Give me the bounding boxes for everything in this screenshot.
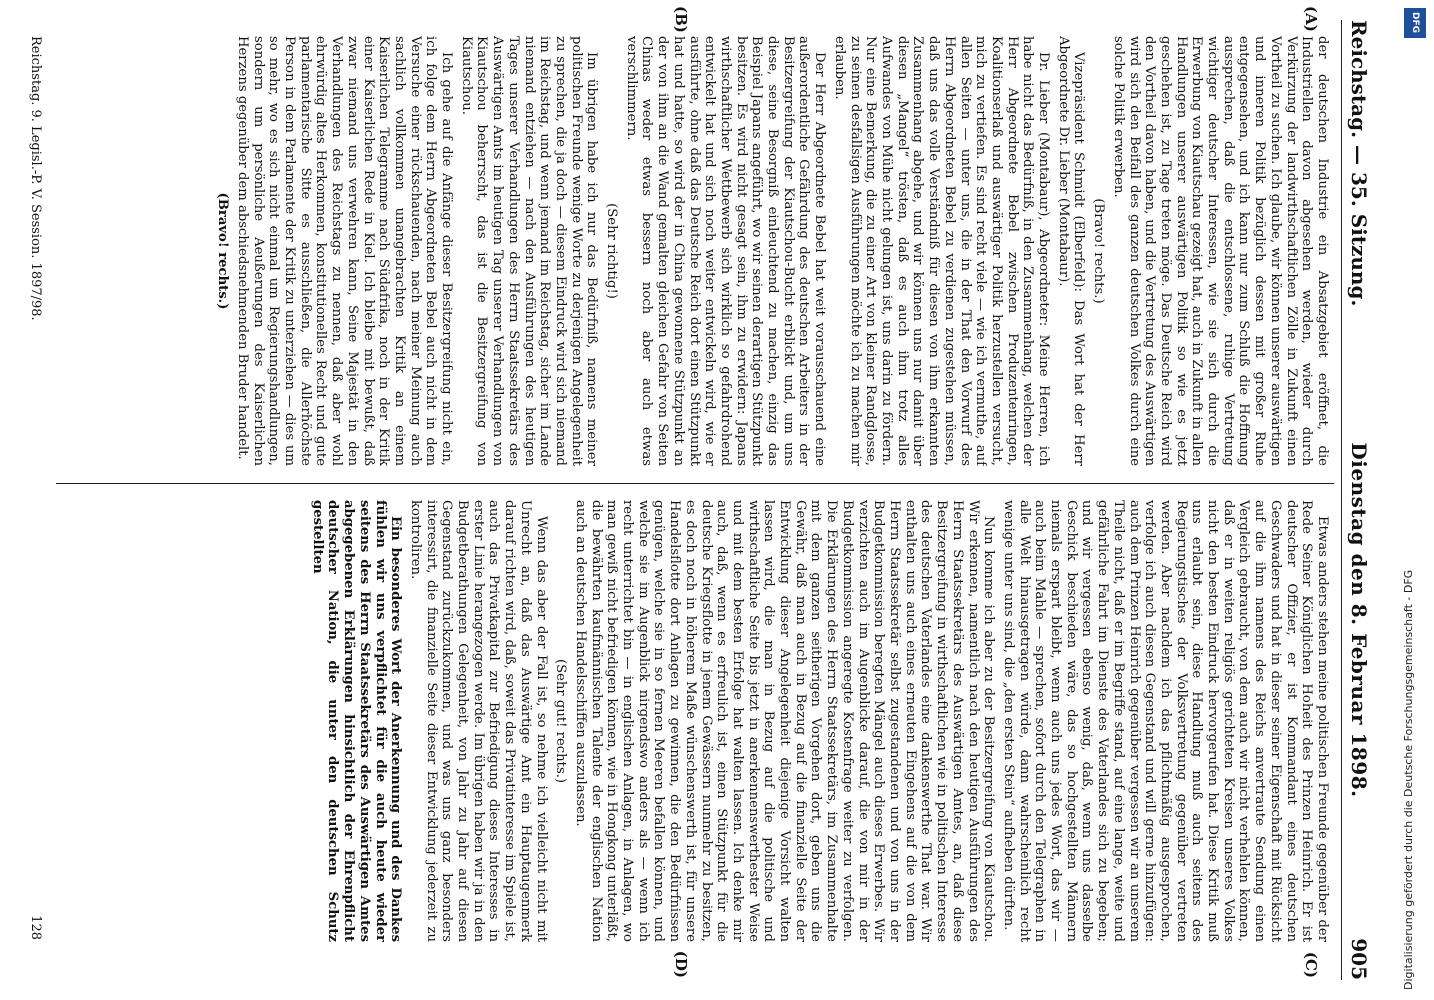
left-paragraph: Vizepräsident Schmidt (Elberfeld): Das Wort hat der Herr Abgeordnete Dr. Lieber (Montabaur). bbox=[1055, 36, 1087, 466]
right-paragraph: Nun komme ich aber zu der Besitzergreifung von Kiautschou. Wir erkennen, namentlich nach den heutigen Ausführungen des Herrn Staatssekretärs des Auswärtigen Amtes, an, daß diese Besitzergreifung in wirthschaftlichen wie in politischen Interesse des deutschen Vaterlandes eine dankenswerthe That war. Wir enthalten uns auch eines erneuten Eingehens auf die von dem Herrn Staatssekretär selbst zugestandenen und von uns in der Budgetkommission beregten Mängel auch dieses Erwerbes. Wir verzichten auch im Augenblicke darauf, die von mir in der Budgetkommission angeregte Kostenfrage weiter zu verfolgen. Die Erklärungen des Herrn Staatssekretärs, im Zusammenhalte mit dem ganzen seitherigen Vorgehen dort, geben uns die Gewähr, daß man auch in Bezug auf die finanzielle Seite der Entwicklung dieser Angelegenheit diejenige Vorsicht walten lassen wird, die man in Bezug auf die politische und wirthschaftliche Seite bis jetzt in anerkennenswerthester Weise und mit dem besten Erfolge hat walten lassen. Ich denke mir auch, daß, wenn es erfreulich ist, einen Stützpunkt für die deutsche Kriegsflotte in jenem Gewässern nunmehr zu besitzen, es doch noch in höherem Maße wünschenswerth ist, für unsere Handelsflotte dort Anlagen zu gewinnen, die den Bedürfnissen genügen, welche sie in so fernen Meeren befallen können, und welche sie im Augenblick nirgendswo anders als — wenn ich recht unterrichtet bin — in englischen Anlagen, in Anlagen, wo man gewiß nicht befriedigen können, wie in Hongkong unterläßt, die bewährten kaufmännischen Talente der englischen Nation auch an deutschen Handelsschiffen auszulassen. bbox=[572, 500, 997, 942]
left-interjection: (Bravo! rechts.) bbox=[215, 192, 231, 310]
right-interjection: (Sehr gut! rechts.) bbox=[553, 658, 569, 784]
dfg-logo: DFG bbox=[1404, 8, 1426, 38]
footer-session: Reichstag. 9. Legisl.-P. V. Session. 1897/98. bbox=[28, 36, 43, 321]
left-interjection: (Sehr richtig!) bbox=[604, 203, 620, 299]
header-date: Dienstag den 8. Februar 1898. bbox=[1347, 442, 1371, 798]
marker-b: (B) bbox=[672, 6, 690, 33]
right-paragraph: Etwas anders stehen meine politischen Freunde gegenüber der Rede Seiner Königlichen Hoheit des Prinzen Heinrich. Er ist deutscher Offizier, er ist Kommandant eines deutschen Geschwaders und hat in dieser seiner Eigenschaft mit Rücksicht auf die ihm namens des Reichs anvertraute Sendung einen Vergleich gebraucht, von dem auch wir nicht verhehlen können, daß er in weiten religiös gerichteten Kreisen unseres Volkes nicht den besten Eindruck hervorgerufen hat. Diese Kritik muß uns erlaubt sein, diese Handlung muß auch seitens des Regierungstisches der Volksvertretung gegenüber vertreten werden. Aber nachdem ich das pflichtmäßig ausgesprochen, verfolge ich auch diesen Gegenstand und will gerne hinzufügen: auch dem Prinzen Heinrich gegenüber vergessen wir an unserem Theile nicht, daß er im Begriffe stand, auf eine lange, weite und gefährliche Fahrt im Dienste des Vaterlandes sich zu begeben; und wir vergessen ebenso wenig, daß, wenn uns dasselbe Geschick beschieden wäre, das so hochgestellten Männern niemals erspart bleibt, wenn auch uns jedes Wort, das wir — auch beim Mahle — sprechen, sofort durch den Telegraphen in alle Welt hinausgetragen würde, dann wahrscheinlich recht wenige unter uns sind, die „den ersten Stein“ aufheben dürften. bbox=[1000, 500, 1330, 942]
left-paragraph: Ich gehe auf die Anfänge dieser Besitzergreifung nicht ein, ich folge dem Herrn Abgeordneten Bebel auch nicht in dem Versuche einer rückschauenden, nach meiner Meinung auch sachlich vollkommen unangebrachten Kritik an einem Kaiserlichen Telegramme nach Südafrika, noch in der Kritik einer Kaiserlichen Rede in Kiel. Ich bleibe mit bewußt, daß zwar niemand uns verwehren kann, Seine Majestät in den Verhandlungen des Reichstags zu nennen, daß aber wohl ehrwürdig altes Herkommen, konstitutionelles Recht und gute parlamentarische Sitte es ausschließen, die Allerhöchste Person in dem Parlamente der Kritik zu unterziehen — dies um so mehr, wo es sich nicht einmal um Regierungshandlungen, sondern um persönliche Aeußerungen des Kaiserlichen Herzens gegenüber dem abschiedsnehmenden Bruder handelt. bbox=[234, 36, 455, 466]
left-paragraph: Dr. Lieber (Montabaur), Abgeordneter: Meine Herren, ich habe nicht das Bedürfniß, in den Zusammenhang, welchen der Herr Abgeordnete Bebel zwischen Produzentenringen, Koalitionserlaß und auswärtiger Politik herzustellen versucht, mich zu vertiefen. Es sind recht viele — wie ich vermuthe, auf allen Seiten — unter uns, die in der That den Vorwurf des Herrn Abgeordneten Bebel zu verdienen zugestehen müssen, daß uns das volle Verständniß für diesen von ihm erkannten Zusammenhang abgehe, und wir können uns nur damit über diesen „Mangel“ trösten, daß es auch ihm trotz alles Aufwandes von Mühe nicht gelungen ist, uns darin zu fördern. Nur eine Bemerkung, die zu einer Art von kleiner Randglosse, zu seinen desfallsigen Ausführungen möchte ich zu machen mir erlauben. bbox=[831, 36, 1052, 466]
right-paragraph: Wenn das aber der Fall ist, so nehme ich vielleicht nicht mit Unrecht an, daß das Auswärtige Amt ein Hauptaugenmerk darauf richten wird, daß, soweit das Privatinteresse im Spiele ist, auch das Privatkapital zur Befriedigung dieses Interesses in erster Linie herangezogen werde. Im übrigen haben wir ja in den Budgetberathungen Gelegenheit, von Jahr zu Jahr auf diesen Gegenstand zurückzukommen, und was uns ganz besonders interessirt, die finanzielle Seite dieser Entwicklung jederzeit zu kontroliren. bbox=[407, 500, 549, 942]
left-paragraph: Der Herr Abgeordnete Bebel hat weit vorausschauend eine außerordentliche Gefährdung des deutschen Arbeiters in der Besitzergreifung der Kiautschou-Bucht erblickt und, um uns diese, seine Besorgniß einleuchtend zu machen, einzig das Beispiel Japans angeführt, wo wir seinen derartigen Stützpunkt besitzen. Es wird nicht gesagt sein, ihm zu erwidern: Japans wirthschaftlicher Wettbewerb sich wirklich so gefahrdrohend entwickelt hat und sich noch weiter entwickeln wird, wie er ausführte, ohne daß das Deutsche Reich dort einen Stützpunkt hat und hatte, so wird der in China gewonnene Stützpunkt an der von ihm an die Wand gemalten gleichen Gefahr von Seiten Chinas weder etwas bessern noch aber auch etwas verschlimmern. bbox=[623, 36, 828, 466]
marker-c: (C) bbox=[1302, 951, 1320, 978]
header-left: Reichstag. — 35. Sitzung. bbox=[1347, 20, 1371, 307]
marker-d: (D) bbox=[672, 950, 690, 978]
left-paragraph: der deutschen Industrie ein Absatzgebiet eröffnet, die Industriellen davon abgesehen werden, wieder durch Verkürzung der landwirthschaftlichen Zölle in Zukunft einen Vortheil zu suchen. Ich glaube, wir können unserer auswärtigen und inneren Politik bezüglich dessen mit großer Ruhe entgegensehen, und ich kann nur zum Schluß die Hoffnung aussprechen, daß die entschlossene, ruhige Vertretung wichtiger deutscher Interessen, wie sie sich durch die Erwerbung von Kiautschau gezeigt hat, auch in Zukunft in allen Handlungen unserer auswärtigen Politik so wie es jetzt geschehen ist, zu Tage treten möge. Das Deutsche Reich wird den Vortheil davon haben, und die Vertretung des Auswärtigen wird sich den Beifall des ganzen deutschen Volkes durch eine solche Politik erwerben. bbox=[1110, 36, 1330, 466]
marker-a: (A) bbox=[1302, 6, 1320, 32]
digitization-sidebar bbox=[1394, 0, 1434, 1000]
left-interjection: (Bravo! rechts.) bbox=[1091, 198, 1107, 304]
page-header bbox=[1341, 20, 1376, 980]
right-paragraph: Ein besonderes Wort der Anerkennung und des Dankes fühlen wir uns verpflichtet für die auch heute wieder seitens des Herrn Staatssekretärs des Auswärtigen Amtes abgegebenen Erklärungen hinsichtlich der Ehrenpflicht deutscher Nation, die unter den deutschen Schutz gestellten bbox=[309, 500, 404, 942]
column-divider bbox=[56, 483, 1334, 484]
page-number: 905 bbox=[1347, 938, 1371, 980]
digitization-notice: Digitalisierung gefördert durch die Deutsche Forschungsgemeinschaft - DFG bbox=[1402, 569, 1415, 990]
left-column bbox=[60, 36, 1330, 466]
footer-sheet-number: 128 bbox=[28, 915, 43, 940]
left-paragraph: Im übrigen habe ich nur das Bedürfniß, namens meiner politischen Freunde wenige Worte zu derjenigen Angelegenheit zu sprechen, die ja doch — diesem Eindruck wird sich niemand im Reichstag, und wenn jemand im Reichstag, sicher im Lande niemand entziehen — nach den Ausführungen des heutigen Tages unserer Verhandlungen des Herrn Staatssekretärs des Auswärtigen Amts im heutigen Tag unserer Verhandlungen von Kiautschou beherrscht, das ist die Besitzergreifung von Kiautschou. bbox=[458, 36, 600, 466]
right-column bbox=[60, 500, 1330, 942]
